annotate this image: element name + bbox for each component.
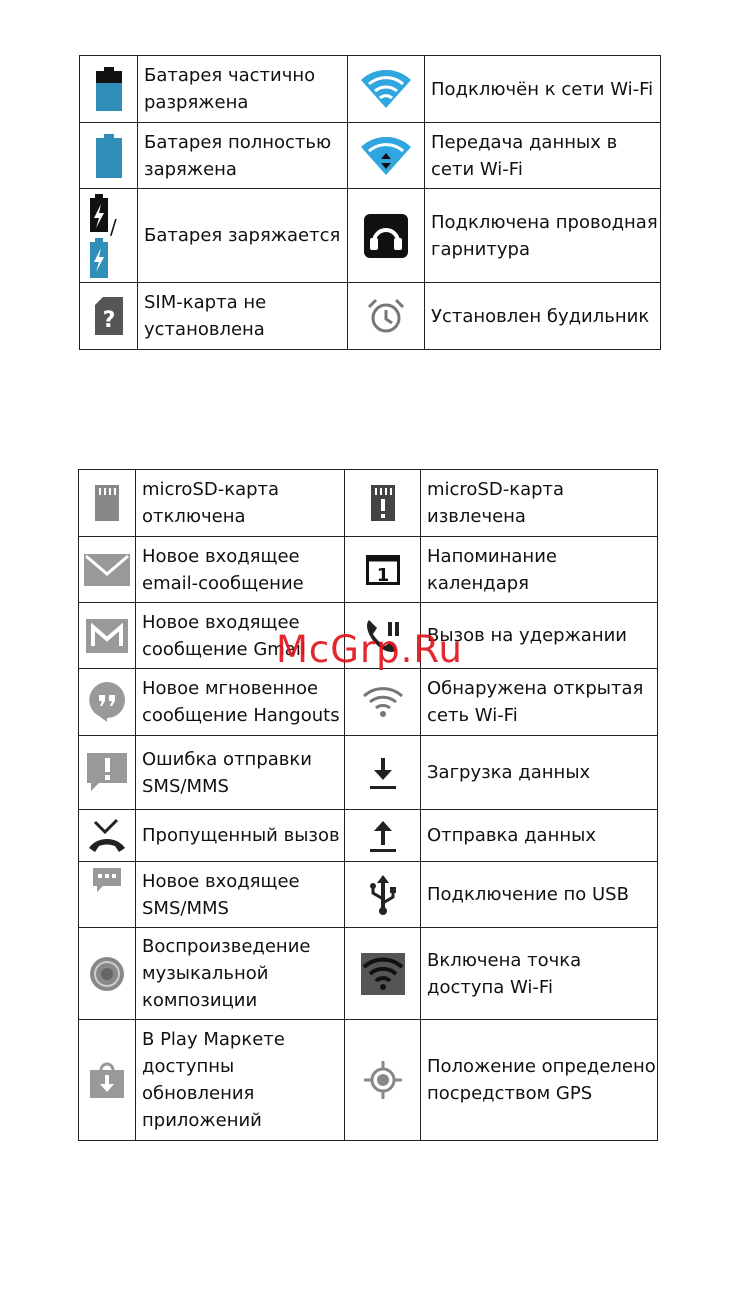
microsd-unmounted-label: microSD-карта отключена (136, 470, 345, 537)
download-icon (345, 736, 421, 810)
email-label: Новое входящее email-сообщение (136, 537, 345, 603)
missed-call-icon (79, 810, 136, 862)
status-icons-table-2 (78, 469, 658, 1141)
wifi-hotspot-icon (345, 928, 421, 1020)
gmail-icon (79, 603, 136, 669)
table-row (79, 669, 658, 736)
open-wifi-label: Обнаружена открытая сеть Wi-Fi (421, 669, 658, 736)
alarm-clock-label: Установлен будильник (425, 283, 661, 350)
table-row (79, 736, 658, 810)
music-playing-label: Воспроизведение музыкальной композиции (136, 928, 345, 1020)
table-row (80, 189, 661, 283)
calendar-day-label: 1 (376, 564, 389, 585)
download-label: Загрузка данных (421, 736, 658, 810)
wifi-connected-label: Подключён к сети Wi-Fi (425, 56, 661, 123)
table-row (80, 56, 661, 123)
upload-icon (345, 810, 421, 862)
usb-icon (345, 862, 421, 928)
table-row (80, 123, 661, 189)
battery-charging-icon (80, 189, 138, 283)
table-row (79, 810, 658, 862)
missed-call-label: Пропущенный вызов (136, 810, 345, 862)
sms-error-icon (79, 736, 136, 810)
table-row (80, 283, 661, 350)
hangouts-label: Новое мгновенное сообщение Hangouts (136, 669, 345, 736)
battery-full-label: Батарея полностью заряжена (138, 123, 348, 189)
gps-label: Положение определено посредством GPS (421, 1020, 658, 1141)
battery-partial-icon (80, 56, 138, 123)
battery-full-icon (80, 123, 138, 189)
table-row (79, 862, 658, 928)
open-wifi-icon (345, 669, 421, 736)
headset-icon (348, 189, 425, 283)
sms-error-label: Ошибка отправки SMS/MMS (136, 736, 345, 810)
microsd-removed-label: microSD-карта извлечена (421, 470, 658, 537)
gmail-label: Новое входящее сообщение Gmail (136, 603, 345, 669)
music-playing-icon (79, 928, 136, 1020)
hangouts-icon (79, 669, 136, 736)
usb-label: Подключение по USB (421, 862, 658, 928)
microsd-unmounted-icon (79, 470, 136, 537)
separator-label: / (109, 214, 117, 239)
alarm-clock-icon (348, 283, 425, 350)
microsd-removed-icon (345, 470, 421, 537)
svg-text:?: ? (102, 308, 115, 333)
table-row (79, 1020, 658, 1141)
no-sim-icon (80, 283, 138, 350)
play-store-update-label: В Play Маркете доступны обновления приложений (136, 1020, 345, 1141)
call-on-hold-label: Вызов на удержании (421, 603, 658, 669)
upload-label: Отправка данных (421, 810, 658, 862)
calendar-icon (345, 537, 421, 603)
table-row (79, 537, 658, 603)
wifi-data-transfer-label: Передача данных в сети Wi-Fi (425, 123, 661, 189)
sms-label: Новое входящее SMS/MMS (136, 862, 345, 928)
battery-charging-label: Батарея заряжается (138, 189, 348, 283)
no-sim-label: SIM-карта не установлена (138, 283, 348, 350)
email-icon (79, 537, 136, 603)
table-row (79, 470, 658, 537)
wifi-data-transfer-icon (348, 123, 425, 189)
wifi-connected-icon (348, 56, 425, 123)
watermark-text: McGrp.Ru (276, 628, 463, 671)
gps-icon (345, 1020, 421, 1141)
battery-partial-label: Батарея частично разряжена (138, 56, 348, 123)
headset-label: Подключена проводная гарнитура (425, 189, 661, 283)
table-row (79, 928, 658, 1020)
play-store-update-icon (79, 1020, 136, 1141)
wifi-hotspot-label: Включена точка доступа Wi-Fi (421, 928, 658, 1020)
status-icons-table-1 (79, 55, 661, 350)
sms-icon (79, 862, 136, 928)
calendar-label: Напоминание календаря (421, 537, 658, 603)
